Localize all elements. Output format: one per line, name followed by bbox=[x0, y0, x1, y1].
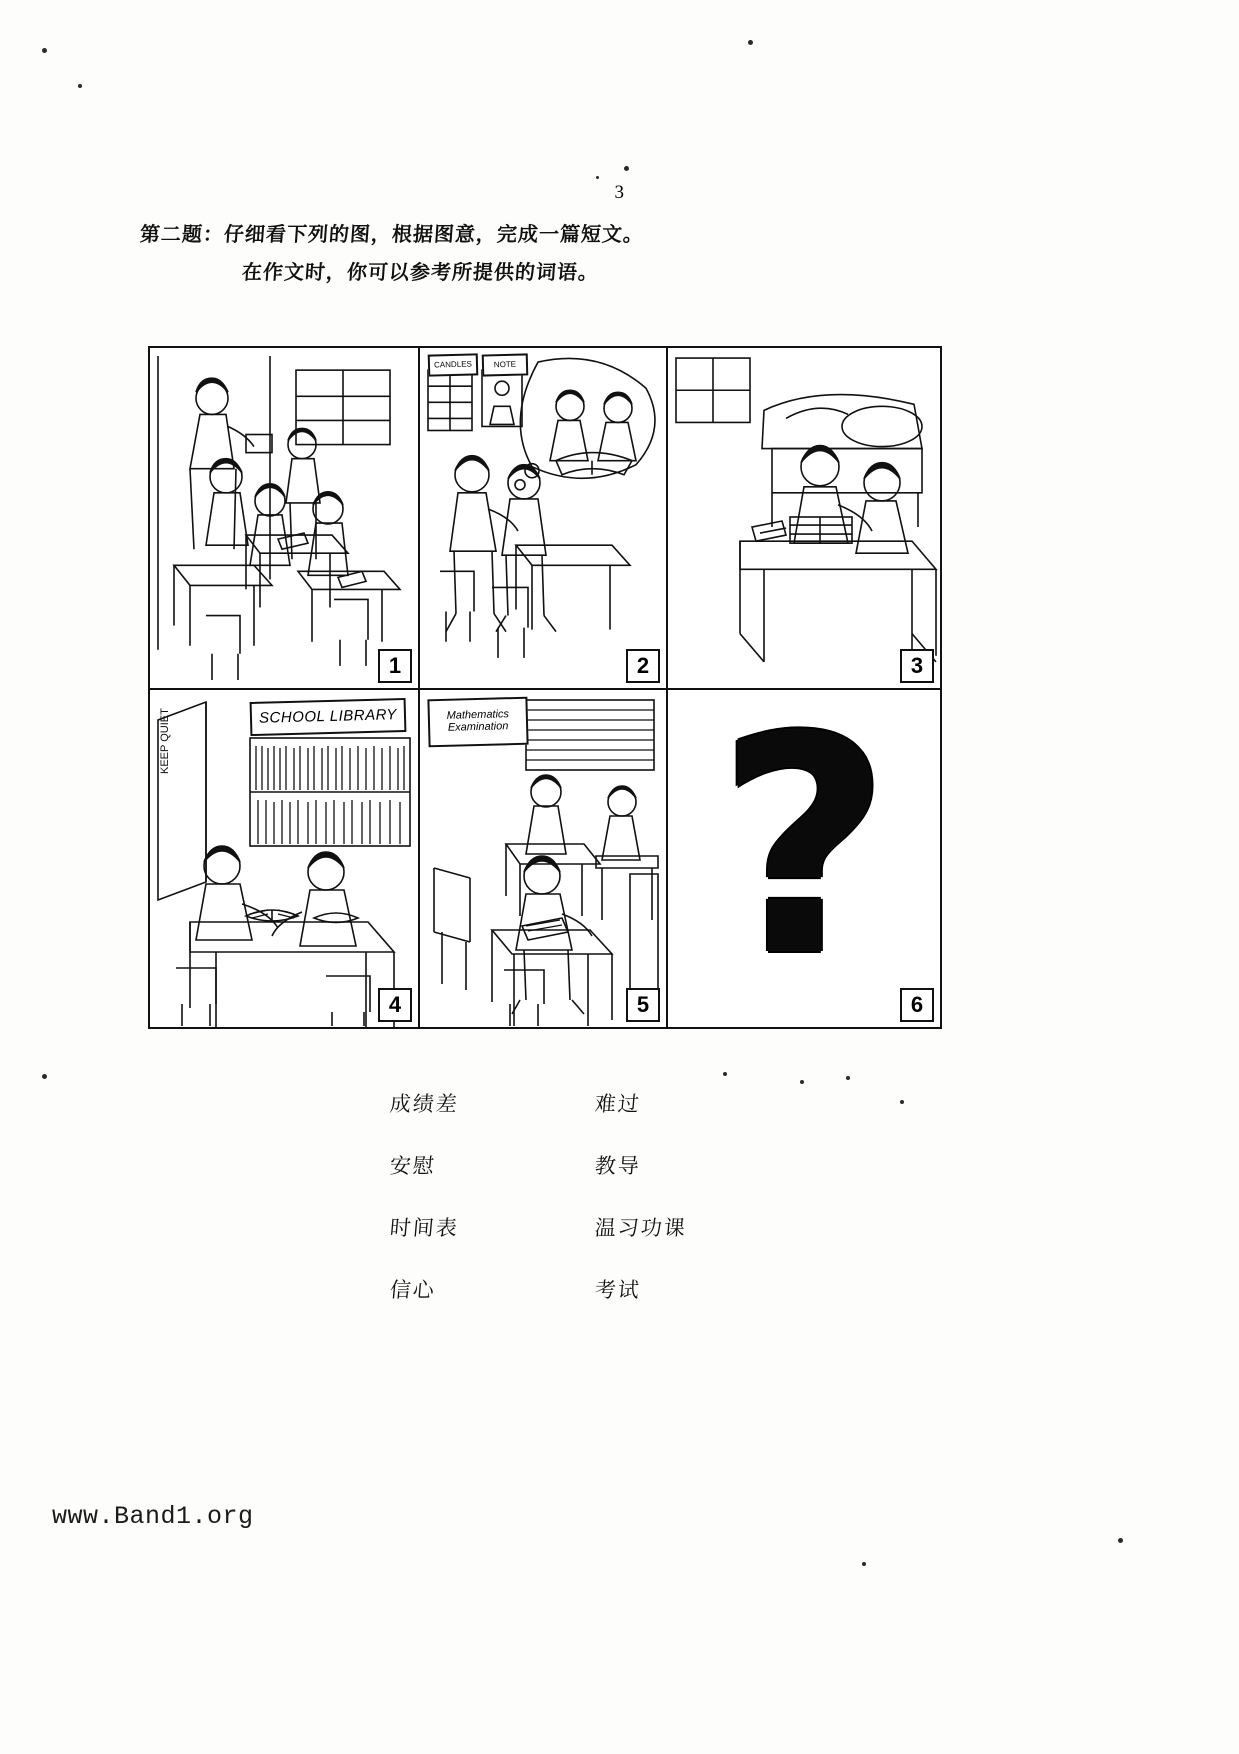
comic-row-top bbox=[150, 348, 940, 688]
scan-speck bbox=[1118, 1538, 1123, 1543]
scan-speck bbox=[596, 176, 599, 179]
vocabulary-row bbox=[390, 1274, 810, 1304]
comic-row-bottom bbox=[150, 688, 940, 1027]
vocabulary-word: 难过 bbox=[593, 1092, 642, 1116]
scan-speck bbox=[900, 1100, 904, 1104]
scan-speck bbox=[748, 40, 753, 45]
vocabulary-word: 安慰 bbox=[388, 1154, 437, 1178]
scene-bedroom-timetable bbox=[668, 348, 940, 688]
instruction-block bbox=[140, 224, 1000, 282]
scene-classroom-comfort bbox=[420, 348, 666, 688]
mathematics-exam-sign: Mathematics Examination bbox=[427, 697, 528, 748]
vocabulary-word: 成绩差 bbox=[388, 1092, 460, 1116]
comic-panel-2 bbox=[418, 348, 666, 688]
wall-chart-right: NOTE bbox=[482, 353, 529, 376]
vocabulary-word: 考试 bbox=[593, 1278, 642, 1302]
vocabulary-row bbox=[390, 1150, 810, 1180]
vocabulary-word: 教导 bbox=[593, 1154, 642, 1178]
scan-speck bbox=[78, 84, 82, 88]
question-mark-icon: ? bbox=[716, 690, 892, 1023]
scan-speck bbox=[800, 1080, 804, 1084]
vocabulary-word: 时间表 bbox=[388, 1216, 460, 1240]
instruction-line-1: 第二题：仔细看下列的图，根据图意，完成一篇短文。 bbox=[139, 222, 645, 246]
scan-speck bbox=[42, 48, 47, 53]
scan-speck bbox=[624, 166, 629, 171]
vocabulary-row bbox=[390, 1212, 810, 1242]
scan-speck bbox=[42, 1074, 47, 1079]
comic-panel-1 bbox=[150, 348, 418, 688]
wall-chart-left: CANDLES bbox=[428, 353, 479, 376]
vocabulary-row bbox=[390, 1088, 810, 1118]
page-number: 3 bbox=[614, 182, 625, 203]
scan-speck bbox=[846, 1076, 850, 1080]
comic-panel-3 bbox=[666, 348, 940, 688]
scene-classroom-results bbox=[150, 348, 418, 688]
school-library-sign: SCHOOL LIBRARY bbox=[250, 698, 407, 736]
panel-number-1: 1 bbox=[378, 649, 412, 683]
comic-panel-6 bbox=[666, 690, 940, 1027]
panel-number-5: 5 bbox=[626, 988, 660, 1022]
svg-text:KEEP QUIET: KEEP QUIET bbox=[159, 708, 171, 774]
comic-panel-5 bbox=[418, 690, 666, 1027]
scan-speck bbox=[862, 1562, 866, 1566]
site-watermark: www.Band1.org bbox=[52, 1502, 254, 1531]
scene-school-library bbox=[150, 690, 418, 1027]
comic-panel-4 bbox=[150, 690, 418, 1027]
panel-number-4: 4 bbox=[378, 988, 412, 1022]
panel-number-3: 3 bbox=[900, 649, 934, 683]
panel-number-6: 6 bbox=[900, 988, 934, 1022]
panel-number-2: 2 bbox=[626, 649, 660, 683]
scan-speck bbox=[723, 1072, 727, 1076]
vocabulary-word: 温习功课 bbox=[593, 1216, 688, 1240]
comic-strip bbox=[148, 346, 942, 1029]
vocabulary-list bbox=[390, 1088, 810, 1336]
instruction-line-2: 在作文时，你可以参考所提供的词语。 bbox=[241, 260, 600, 284]
vocabulary-word: 信心 bbox=[388, 1278, 437, 1302]
